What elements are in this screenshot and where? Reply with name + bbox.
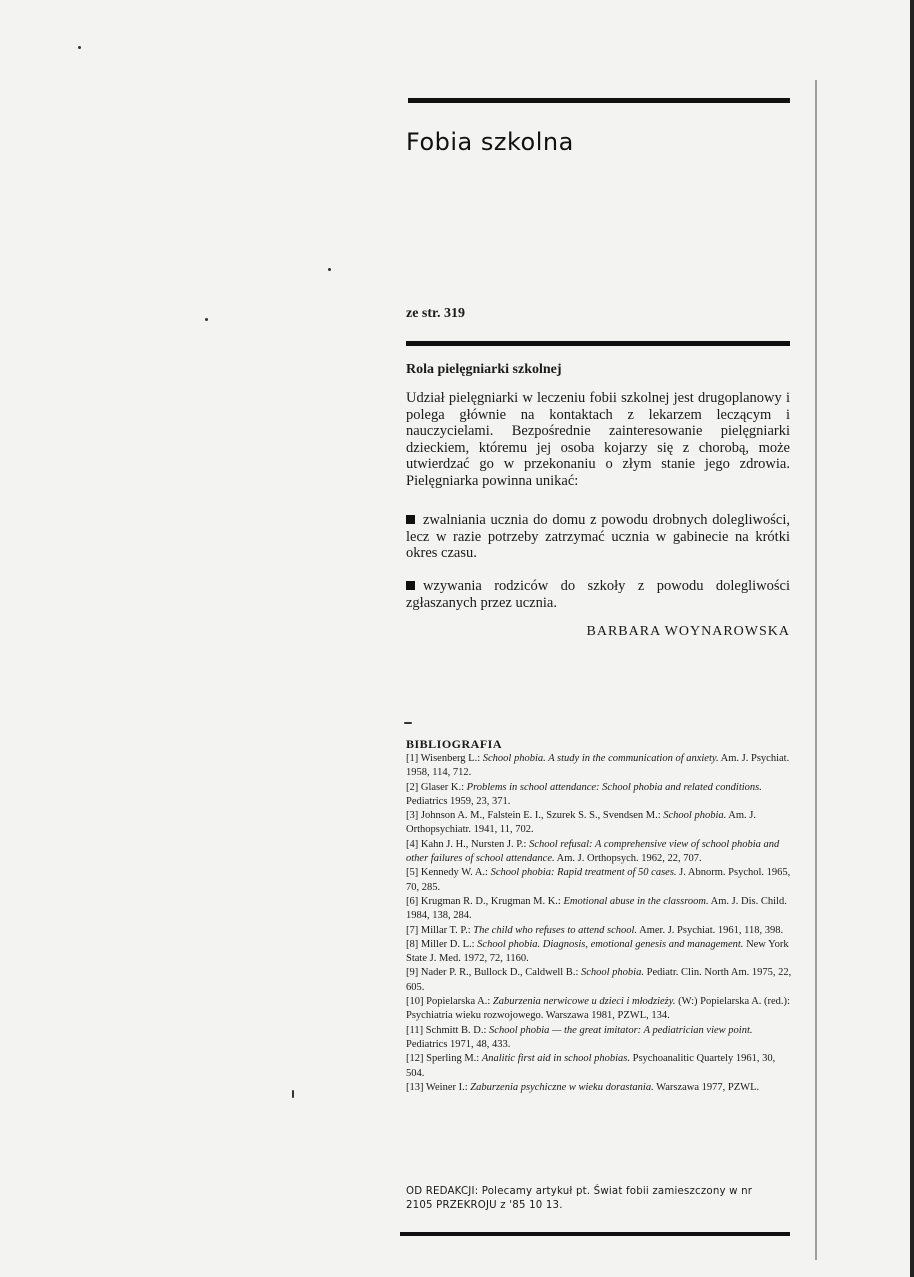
- bottom-rule: [400, 1232, 790, 1236]
- author-name: BARBARA WOYNAROWSKA: [586, 624, 790, 639]
- bibliography-entry: [406, 895, 792, 924]
- entry-title: Zaburzenia psychiczne w wieku dorastania.: [470, 1081, 654, 1093]
- entry-title: School phobia — the great imitator: A pediatrician view point.: [489, 1024, 753, 1036]
- entry-authors: [12] Sperling M.:: [406, 1053, 482, 1065]
- entry-source: Pediatrics 1971, 48, 433.: [406, 1038, 511, 1050]
- entry-title: School phobia. A study in the communication of anxiety.: [482, 753, 719, 764]
- bullet-text: zwalniania ucznia do domu z powodu drobnych dolegliwości, lecz w razie potrzeby zatrzymać ucznia w gabinecie na krótki okres czasu.: [406, 512, 790, 562]
- entry-authors: [9] Nader P. R., Bullock D., Caldwell B.:: [406, 967, 581, 979]
- page-edge-shadow: [910, 0, 914, 1277]
- bullet-text: wzywania rodziców do szkoły z powodu dolegliwości zgłaszanych przez ucznia.: [406, 578, 790, 611]
- entry-authors: [10] Popielarska A.:: [406, 996, 493, 1008]
- bibliography-entry: [406, 838, 792, 867]
- bibliography-list: [406, 752, 792, 1095]
- entry-title: Analitic first aid in school phobias.: [481, 1053, 630, 1065]
- entry-title: Problems in school attendance: School phobia and related conditions.: [466, 781, 762, 793]
- bibliography-entry: [406, 966, 792, 995]
- bibliography-entry: [406, 1024, 792, 1053]
- entry-authors: [11] Schmitt B. D.:: [406, 1024, 490, 1036]
- entry-authors: [2] Glaser K.:: [406, 781, 467, 793]
- entry-title: School phobia.: [580, 967, 644, 979]
- bibliography-entry: [406, 866, 792, 895]
- entry-authors: [8] Miller D. L.:: [406, 938, 478, 950]
- entry-title: Emotional abuse in the classroom.: [563, 895, 709, 907]
- editor-note-line: OD REDAKCJI: Polecamy artykuł pt. Świat fobii zamieszczony w nr: [406, 1186, 753, 1197]
- scan-speck: [404, 722, 412, 724]
- bibliography-entry: [406, 995, 792, 1024]
- editor-note-line: 2105 PRZEKROJU z '85 10 13.: [406, 1200, 563, 1211]
- entry-source: Am. J. Psychiat. 1958, 114, 712.: [406, 753, 790, 779]
- scan-speck: [328, 268, 331, 271]
- entry-source: (W:) Popielarska A. (red.): Psychiatria wieku rozwojowego. Warszawa 1981, PZWL, 134.: [406, 996, 790, 1022]
- scan-margin-line: [815, 80, 817, 1260]
- intro-paragraph: Udział pielęgniarki w leczeniu fobii szkolnej jest drugoplanowy i polega głównie na kontaktach z lekarzem leczącym i nauczycielami. Bezpośrednie zainteresowanie pielęgniarki dzieckiem, któremu jej osoba kojarzy się z chorobą, może utwierdzać go w przekonaniu o złym stanie jego zdrowia. Pielęgniarka powinna unikać:: [406, 390, 790, 489]
- entry-authors: [6] Krugman R. D., Krugman M. K.:: [406, 895, 564, 907]
- entry-source: Am. J. Orthopsychiatr. 1941, 11, 702.: [406, 810, 757, 836]
- entry-title: School phobia. Diagnosis, emotional genesis and management.: [477, 938, 744, 950]
- bibliography-heading: BIBLIOGRAFIA: [406, 737, 503, 751]
- entry-source: Pediatr. Clin. North Am. 1975, 22, 605.: [406, 967, 792, 993]
- bibliography-entry: [406, 1052, 792, 1081]
- square-bullet-icon: [406, 515, 415, 524]
- entry-source: Warszawa 1977, PZWL.: [653, 1081, 760, 1093]
- entry-source: Am. J. Dis. Child. 1984, 138, 284.: [406, 895, 787, 922]
- editor-note: [406, 1185, 790, 1213]
- bibliography-entry: [406, 752, 792, 781]
- page-reference: ze str. 319: [406, 306, 465, 321]
- bullet-item: [406, 512, 790, 562]
- top-rule: [408, 98, 790, 103]
- entry-title: Zaburzenia nerwicowe u dzieci i młodzieży.: [492, 996, 676, 1008]
- section-rule: [406, 341, 790, 346]
- square-bullet-icon: [406, 581, 415, 590]
- entry-title: School refusal: A comprehensive view of school phobia and other failures of school attendance.: [406, 838, 780, 865]
- bibliography-entry: [406, 938, 792, 967]
- entry-source: Amer. J. Psychiat. 1961, 118, 398.: [637, 924, 784, 936]
- scan-speck: [78, 46, 81, 49]
- entry-authors: [4] Kahn J. H., Nursten J. P.:: [406, 838, 530, 850]
- scan-speck: [292, 1090, 294, 1098]
- scan-speck: [205, 318, 208, 321]
- entry-title: The child who refuses to attend school.: [473, 924, 638, 936]
- bullet-item: [406, 578, 790, 611]
- entry-source: Pediatrics 1959, 23, 371.: [406, 795, 511, 807]
- bibliography-entry: [406, 1081, 792, 1095]
- entry-authors: [7] Millar T. P.:: [406, 924, 474, 936]
- entry-authors: [1] Wisenberg L.:: [406, 753, 483, 764]
- entry-title: School phobia: Rapid treatment of 50 cases.: [490, 867, 677, 879]
- entry-authors: [5] Kennedy W. A.:: [406, 867, 491, 879]
- entry-source: J. Abnorm. Psychol. 1965, 70, 285.: [406, 867, 791, 893]
- entry-source: New York State J. Med. 1972, 72, 1160.: [406, 938, 789, 965]
- bibliography-entry: [406, 781, 792, 810]
- entry-authors: [3] Johnson A. M., Falstein E. I., Szurek S. S., Svendsen M.:: [406, 810, 664, 822]
- section-heading: Rola pielęgniarki szkolnej: [406, 362, 562, 377]
- entry-source: Psychoanalitic Quartely 1961, 30, 504.: [406, 1053, 776, 1079]
- bibliography-entry: [406, 809, 792, 838]
- entry-source: Am. J. Orthopsych. 1962, 22, 707.: [554, 853, 702, 865]
- bibliography-entry: [406, 924, 792, 938]
- entry-title: School phobia.: [663, 810, 727, 822]
- article-title: Fobia szkolna: [406, 128, 574, 156]
- entry-authors: [13] Weiner I.:: [406, 1081, 471, 1093]
